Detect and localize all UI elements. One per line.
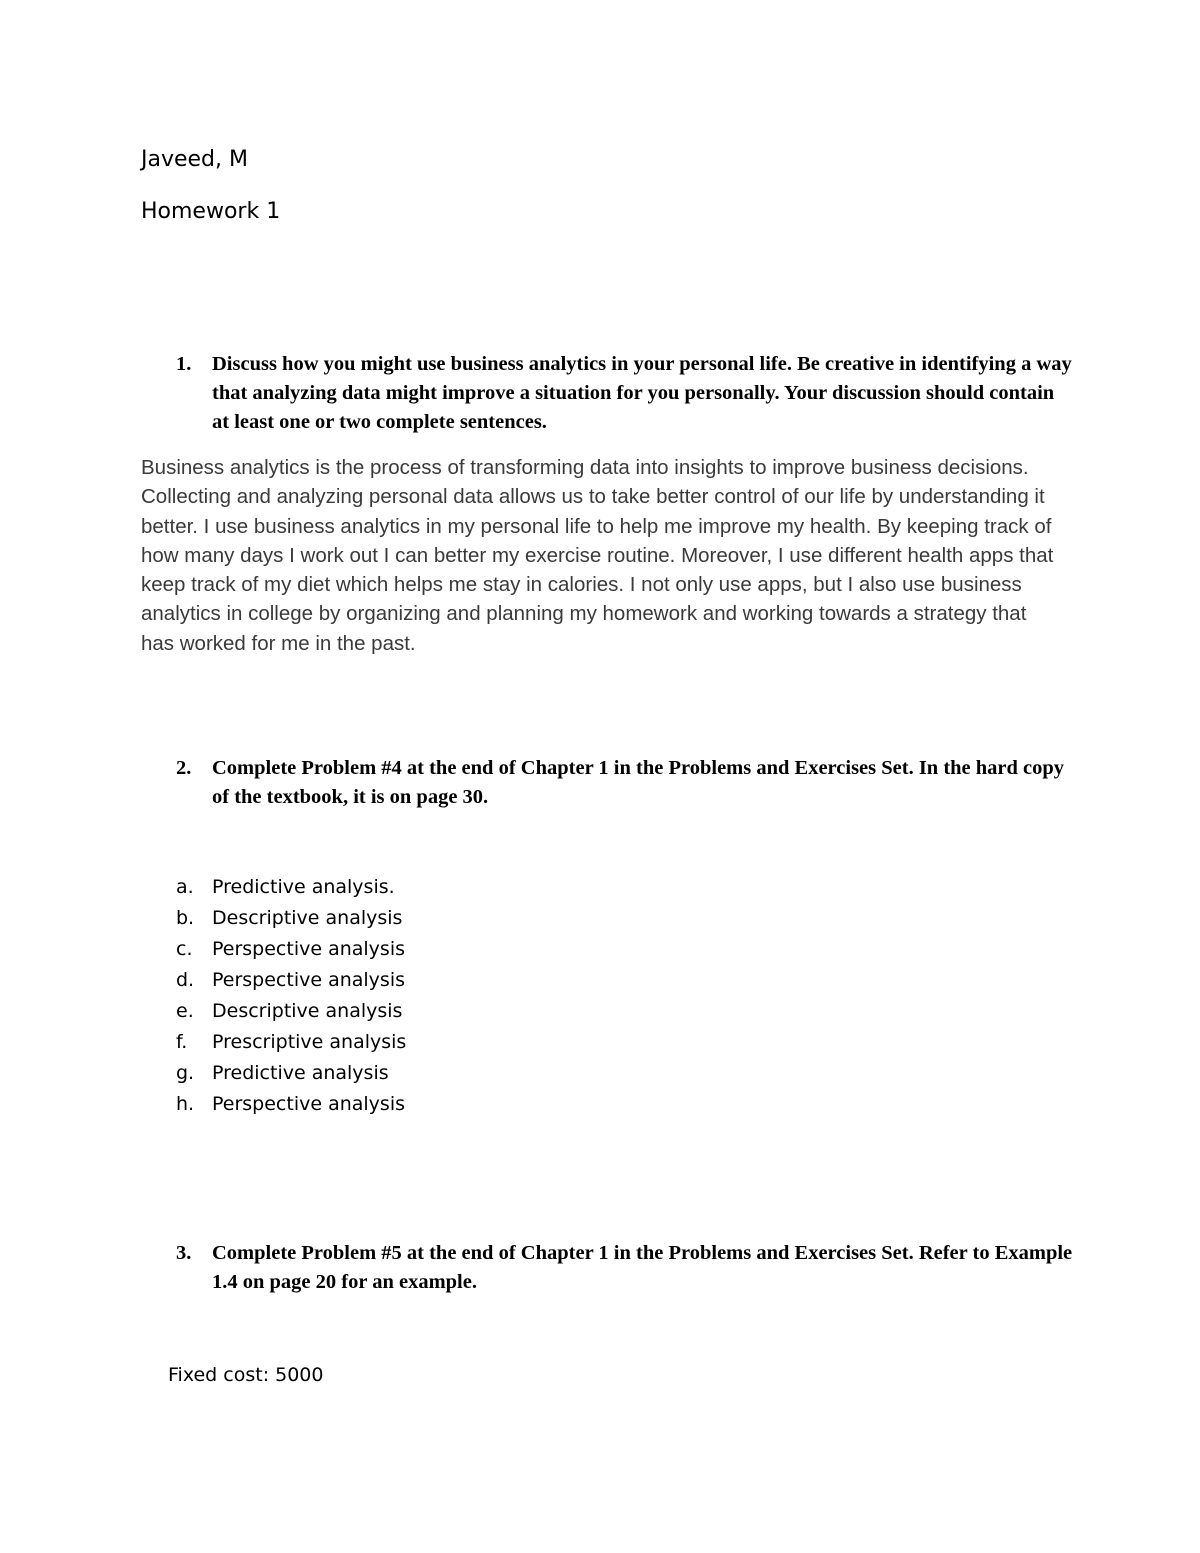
question-number: 2. [176,757,192,779]
list-item [176,1089,406,1120]
list-letter: c. [176,938,193,960]
answer-1-paragraph: Business analytics is the process of transforming data into insights to improve business decisions. Collecting and analyzing personal data allows us to take better control of our life by understanding it better. I use business analytics in my personal life to help me improve my health. By keeping track of how many days I work out I can better my exercise routine. Moreover, I use different health apps that keep track of my diet which helps me stay in calories. I not only use apps, but I also use business analytics in college by organizing and planning my homework and working towards a strategy that has worked for me in the past. [141,456,1054,655]
question-3 [176,1239,1076,1297]
fixed-cost-value: Fixed cost: 5000 [168,1364,324,1386]
list-letter: h. [176,1093,195,1115]
question-number: 1. [176,353,192,375]
question-2 [176,754,1076,812]
list-item-text: Perspective analysis [212,969,406,991]
question-text: Complete Problem #4 at the end of Chapter 1 in the Problems and Exercises Set. In the hard copy of the textbook, it is on page 30. [212,757,1065,808]
list-item-text: Perspective analysis [212,938,406,960]
list-item-text: Prescriptive analysis [212,1031,407,1053]
question-1 [176,350,1076,437]
list-letter: b. [176,907,195,929]
list-item-text: Predictive analysis [212,1062,389,1084]
question-text: Discuss how you might use business analytics in your personal life. Be creative in identifying a way that analyzing data might improve a situation for you personally. Your discussion should contain at least one or two complete sentences. [212,353,1072,433]
list-item [176,996,406,1027]
assignment-title: Homework 1 [141,199,281,224]
list-item-text: Descriptive analysis [212,1000,403,1022]
list-item [176,1058,406,1089]
question-text: Complete Problem #5 at the end of Chapter 1 in the Problems and Exercises Set. Refer to Example 1.4 on page 20 for an example. [212,1242,1073,1293]
list-item [176,934,406,965]
list-letter: a. [176,876,194,898]
list-letter: f. [176,1031,188,1053]
list-letter: e. [176,1000,194,1022]
list-item [176,903,406,934]
list-item [176,965,406,996]
list-item [176,872,406,903]
student-name: Javeed, M [141,147,248,172]
answer-2-list [176,872,406,1120]
question-number: 3. [176,1242,192,1264]
list-letter: d. [176,969,195,991]
list-item-text: Predictive analysis. [212,876,395,898]
list-item-text: Descriptive analysis [212,907,403,929]
list-item [176,1027,406,1058]
list-item-text: Perspective analysis [212,1093,406,1115]
list-letter: g. [176,1062,195,1084]
